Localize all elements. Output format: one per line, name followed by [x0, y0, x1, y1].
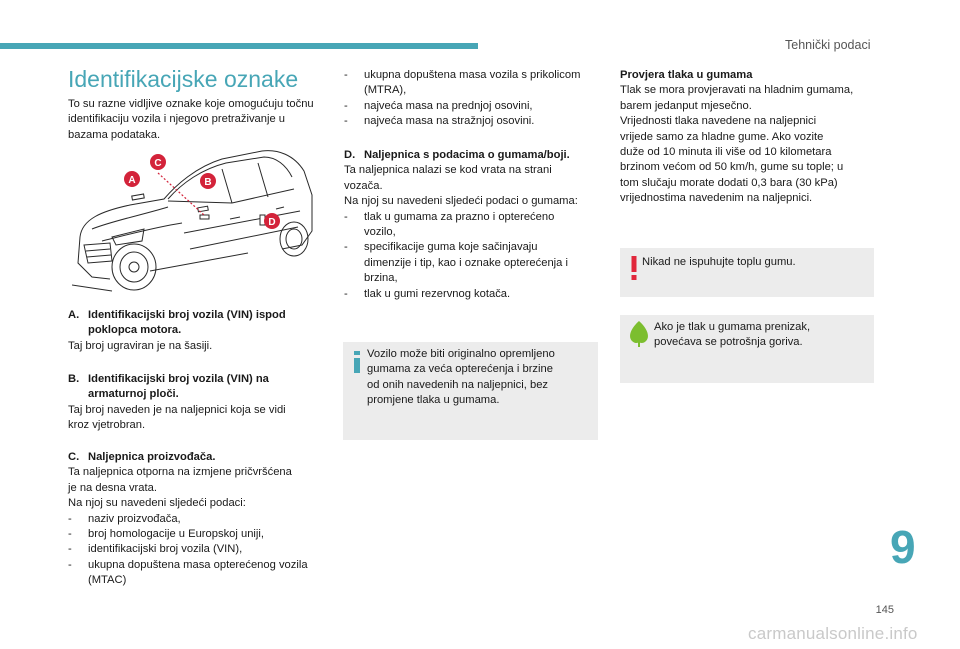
- item-c-text-line2: je na desna vrata.: [68, 481, 157, 494]
- item-b-title-line1: Identifikacijski broj vozila (VIN) na: [88, 373, 269, 385]
- list-item-continuation: (MTRA),: [364, 84, 407, 97]
- item-a-text: Taj broj ugraviran je na šasiji.: [68, 339, 213, 352]
- list-item: - naziv proizvođača,: [68, 512, 181, 525]
- item-c-text-line1: Ta naljepnica otporna na izmjene pričvršćena: [68, 466, 292, 479]
- item-d-text-line1: Ta naljepnica nalazi se kod vrata na strani: [344, 164, 552, 177]
- marker-b: [200, 173, 216, 189]
- eco-note: [620, 315, 874, 383]
- item-c-text-line3: Na njoj su navedeni sljedeći podaci:: [68, 497, 246, 510]
- item-d-title: Naljepnica s podacima o gumama/boji.: [364, 149, 570, 161]
- info-icon: [353, 351, 361, 373]
- list-item: - specifikacije guma koje sačinjavaju: [344, 241, 538, 254]
- item-b-text-line2: kroz vjetrobran.: [68, 419, 146, 432]
- list-item: - identifikacijski broj vozila (VIN),: [68, 543, 243, 556]
- item-a-letter: A.: [68, 309, 80, 321]
- marker-a: [124, 171, 140, 187]
- tyre-pressure-section: Provjera tlaka u gumama Tlak se mora provjeravati na hladnim gumama, barem jedanput mjesečno. Vrijednosti tlaka navedene na naljepnici vrijede samo za hladne gume. Ako vozite duže od 10 minuta ili više od 10 kilometara brzinom većom od 50 km/h, gume su tople; u tom slučaju morate dodati 0,3 bara (30 kPa) vrijednostima navedenim na naljepnici.: [620, 68, 882, 207]
- list-item-continuation: dimenzije i tip, kao i oznake opterećenja i: [364, 256, 568, 269]
- item-a-title-line2: poklopca motora.: [88, 324, 182, 337]
- col2-top-list: [344, 68, 604, 130]
- leaf-icon: [628, 321, 650, 347]
- svg-text:A: A: [128, 175, 136, 186]
- marker-c: [150, 154, 166, 170]
- intro-paragraph: To su razne vidljive oznake koje omogućuju točnu identifikaciju vozila i njegovo pretraživanje u bazama podataka.: [68, 98, 314, 141]
- item-c-letter: C.: [68, 451, 80, 463]
- chapter-number: 9: [890, 521, 916, 573]
- item-b-title-line2: armaturnoj ploči.: [88, 388, 179, 401]
- list-item-continuation: (MTAC): [88, 574, 127, 587]
- item-c-title: Naljepnica proizvođača.: [88, 451, 216, 463]
- item-b-text-line1: Taj broj naveden je na naljepnici koja se vidi: [68, 403, 286, 416]
- tyre-pressure-title: Provjera tlaka u gumama: [620, 69, 753, 81]
- svg-text:B: B: [204, 177, 212, 188]
- list-item: - najveća masa na stražnjoj osovini.: [344, 115, 535, 128]
- list-item: - broj homologacije u Europskoj uniji,: [68, 528, 264, 541]
- marker-d: [264, 213, 280, 229]
- list-item: - ukupna dopuštena masa vozila s prikolicom: [344, 69, 581, 81]
- warning-note-text: Nikad ne ispuhujte toplu gumu.: [642, 256, 796, 268]
- item-d-letter: D.: [344, 149, 356, 161]
- info-note: [343, 342, 598, 440]
- list-item-continuation: brzina,: [364, 272, 398, 285]
- watermark: carmanualsonline.info: [748, 624, 918, 643]
- car-illustration: [72, 145, 314, 295]
- item-b-letter: B.: [68, 373, 80, 385]
- page-title: Identifikacijske oznake: [68, 66, 299, 92]
- warning-icon: [630, 256, 638, 280]
- warning-note: [620, 248, 874, 297]
- info-note-text: Vozilo može biti originalno opremljeno gumama za veća opterećenja i brzine od onih navedenih na naljepnici, bez promjene tlaka u gumama.: [367, 348, 555, 407]
- svg-text:D: D: [268, 217, 276, 228]
- eco-note-text: Ako je tlak u gumama prenizak, povećava se potrošnja goriva.: [654, 321, 811, 349]
- item-a-title-line1: Identifikacijski broj vozila (VIN) ispod: [88, 309, 286, 321]
- section-title: Tehnički podaci: [785, 38, 871, 52]
- header-accent-bar: [0, 43, 478, 49]
- item-d: [344, 148, 606, 302]
- item-c: [68, 450, 330, 589]
- page-number: 145: [875, 604, 894, 616]
- list-item: - najveća masa na prednjoj osovini,: [344, 99, 533, 112]
- item-a: [68, 308, 328, 354]
- item-d-text-line3: Na njoj su navedeni sljedeći podaci o gumama:: [344, 195, 578, 208]
- list-item: - tlak u gumama za prazno i opterećeno: [344, 210, 555, 223]
- list-item: - tlak u gumi rezervnog kotača.: [344, 287, 511, 300]
- item-b: [68, 372, 328, 434]
- item-d-text-line2: vozača.: [344, 179, 383, 192]
- list-item: - ukupna dopuštena masa opterećenog vozila: [68, 558, 308, 571]
- list-item-continuation: vozilo,: [364, 226, 396, 239]
- svg-text:C: C: [154, 158, 162, 169]
